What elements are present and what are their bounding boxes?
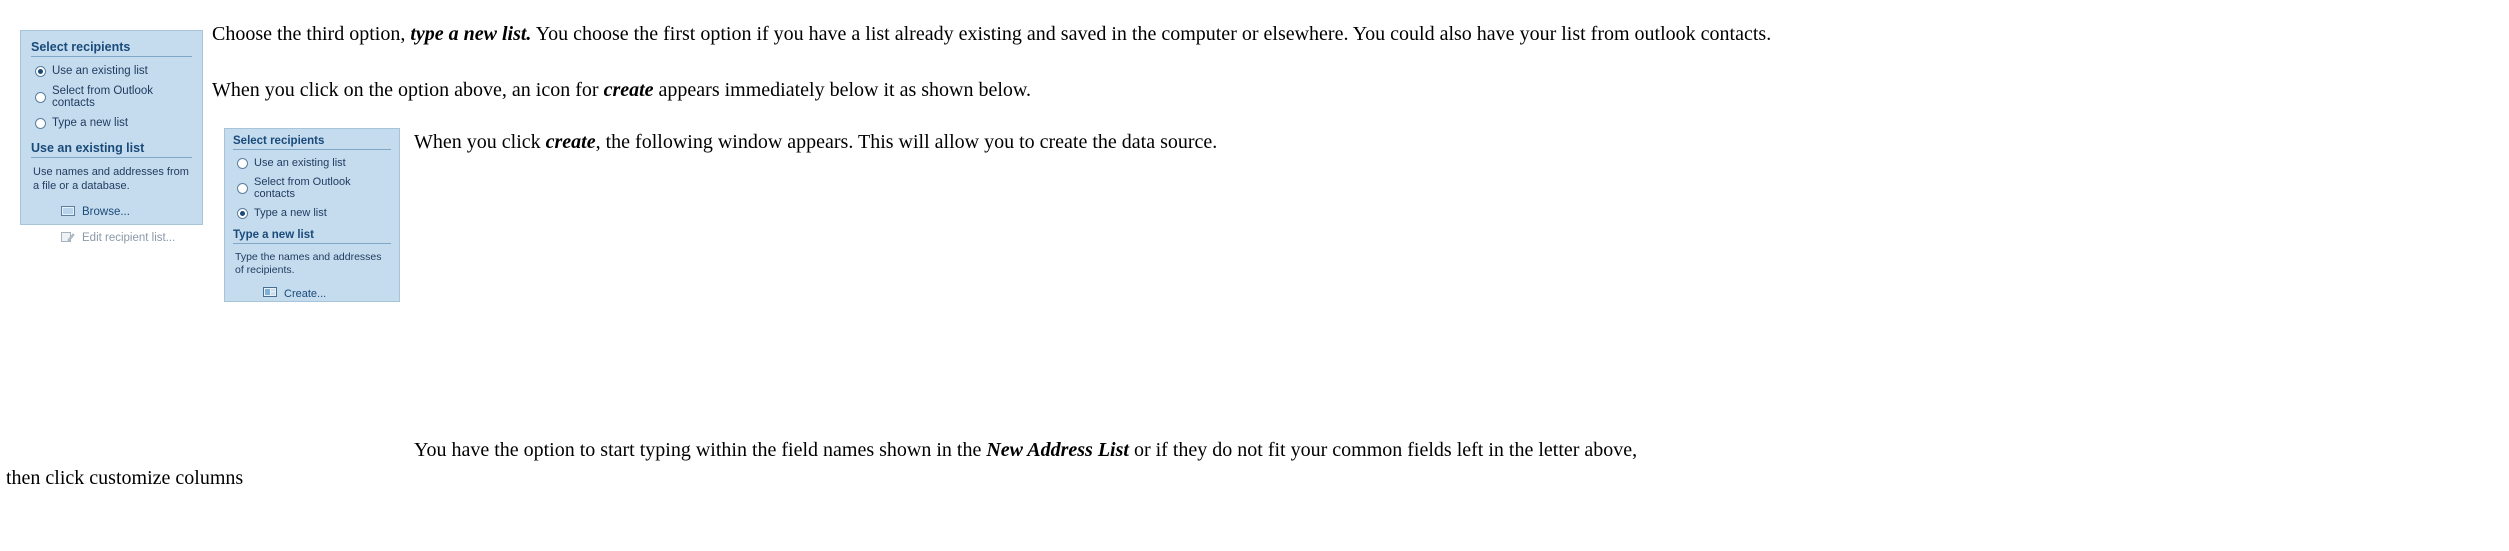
radio-icon[interactable] [237, 183, 248, 194]
radio-label: Select from Outlook contacts [52, 85, 153, 109]
folder-icon [61, 205, 75, 220]
paragraph-choose-third-option [212, 22, 2492, 48]
emphasis-new-address-list: New Address List [986, 439, 1129, 461]
radio-icon[interactable] [35, 92, 46, 103]
pane-heading-use-existing-list: Use an existing list [31, 141, 192, 158]
text-run: appears immediately below it as shown below. [653, 79, 1032, 101]
text-run: When you click on the option above, an icon for [212, 79, 604, 101]
edit-recipient-list-action [61, 231, 192, 246]
radio-label: Type a new list [254, 207, 327, 219]
create-action[interactable] [263, 286, 391, 301]
emphasis-create: create [545, 131, 596, 153]
radio-label: Use an existing list [52, 65, 148, 77]
radio-option-use-existing-list[interactable] [237, 157, 391, 169]
radio-icon[interactable] [35, 118, 46, 129]
text-run: then click customize columns [6, 467, 244, 489]
radio-icon[interactable] [35, 66, 46, 77]
paragraph-new-address-list [414, 438, 2499, 464]
radio-option-use-existing-list[interactable] [35, 65, 192, 77]
emphasis-type-a-new-list: type a new list. [410, 23, 532, 45]
create-link-label[interactable]: Create... [284, 287, 327, 300]
pane-help-text: Type the names and addresses of recipients. [235, 251, 382, 277]
pane-help-text: Use names and addresses from a file or a database. [33, 166, 189, 192]
text-run: or if they do not fit your common fields left in the letter above, [1128, 439, 1638, 461]
radio-option-type-new-list[interactable] [35, 117, 192, 129]
radio-icon[interactable] [237, 208, 248, 219]
browse-action[interactable] [61, 205, 192, 220]
paragraph-customize-columns [6, 466, 906, 492]
text-run: You choose the first option if you have a list already existing and saved in the computer or elsewhere. You could also have your list from outlook contacts. [531, 23, 1772, 45]
emphasis-create: create [603, 79, 654, 101]
paragraph-click-option-above [212, 78, 2312, 104]
radio-label: Type a new list [52, 117, 129, 129]
pane-heading-select-recipients: Select recipients [233, 135, 391, 150]
radio-option-select-outlook-contacts[interactable] [35, 85, 192, 109]
text-run: When you click [414, 131, 546, 153]
edit-list-icon [61, 231, 75, 246]
edit-recipient-list-label: Edit recipient list... [82, 232, 176, 244]
text-run: , the following window appears. This will allow you to create the data source. [595, 131, 1218, 153]
task-pane-select-recipients-existing[interactable] [20, 30, 203, 244]
browse-link-label[interactable]: Browse... [82, 206, 130, 218]
radio-label: Use an existing list [254, 157, 346, 169]
pane-heading-type-new-list: Type a new list [233, 229, 391, 244]
pane-heading-select-recipients: Select recipients [31, 40, 192, 57]
radio-icon[interactable] [237, 158, 248, 169]
task-pane-select-recipients-new[interactable] [224, 128, 400, 302]
text-run: You have the option to start typing within the field names shown in the [414, 439, 987, 461]
paragraph-when-you-click-create [414, 130, 2314, 156]
radio-option-select-outlook-contacts[interactable] [237, 176, 391, 200]
create-list-icon [263, 286, 277, 301]
radio-option-type-new-list[interactable] [237, 207, 391, 219]
text-run: Choose the third option, [212, 23, 411, 45]
radio-label: Select from Outlook contacts [254, 176, 351, 200]
